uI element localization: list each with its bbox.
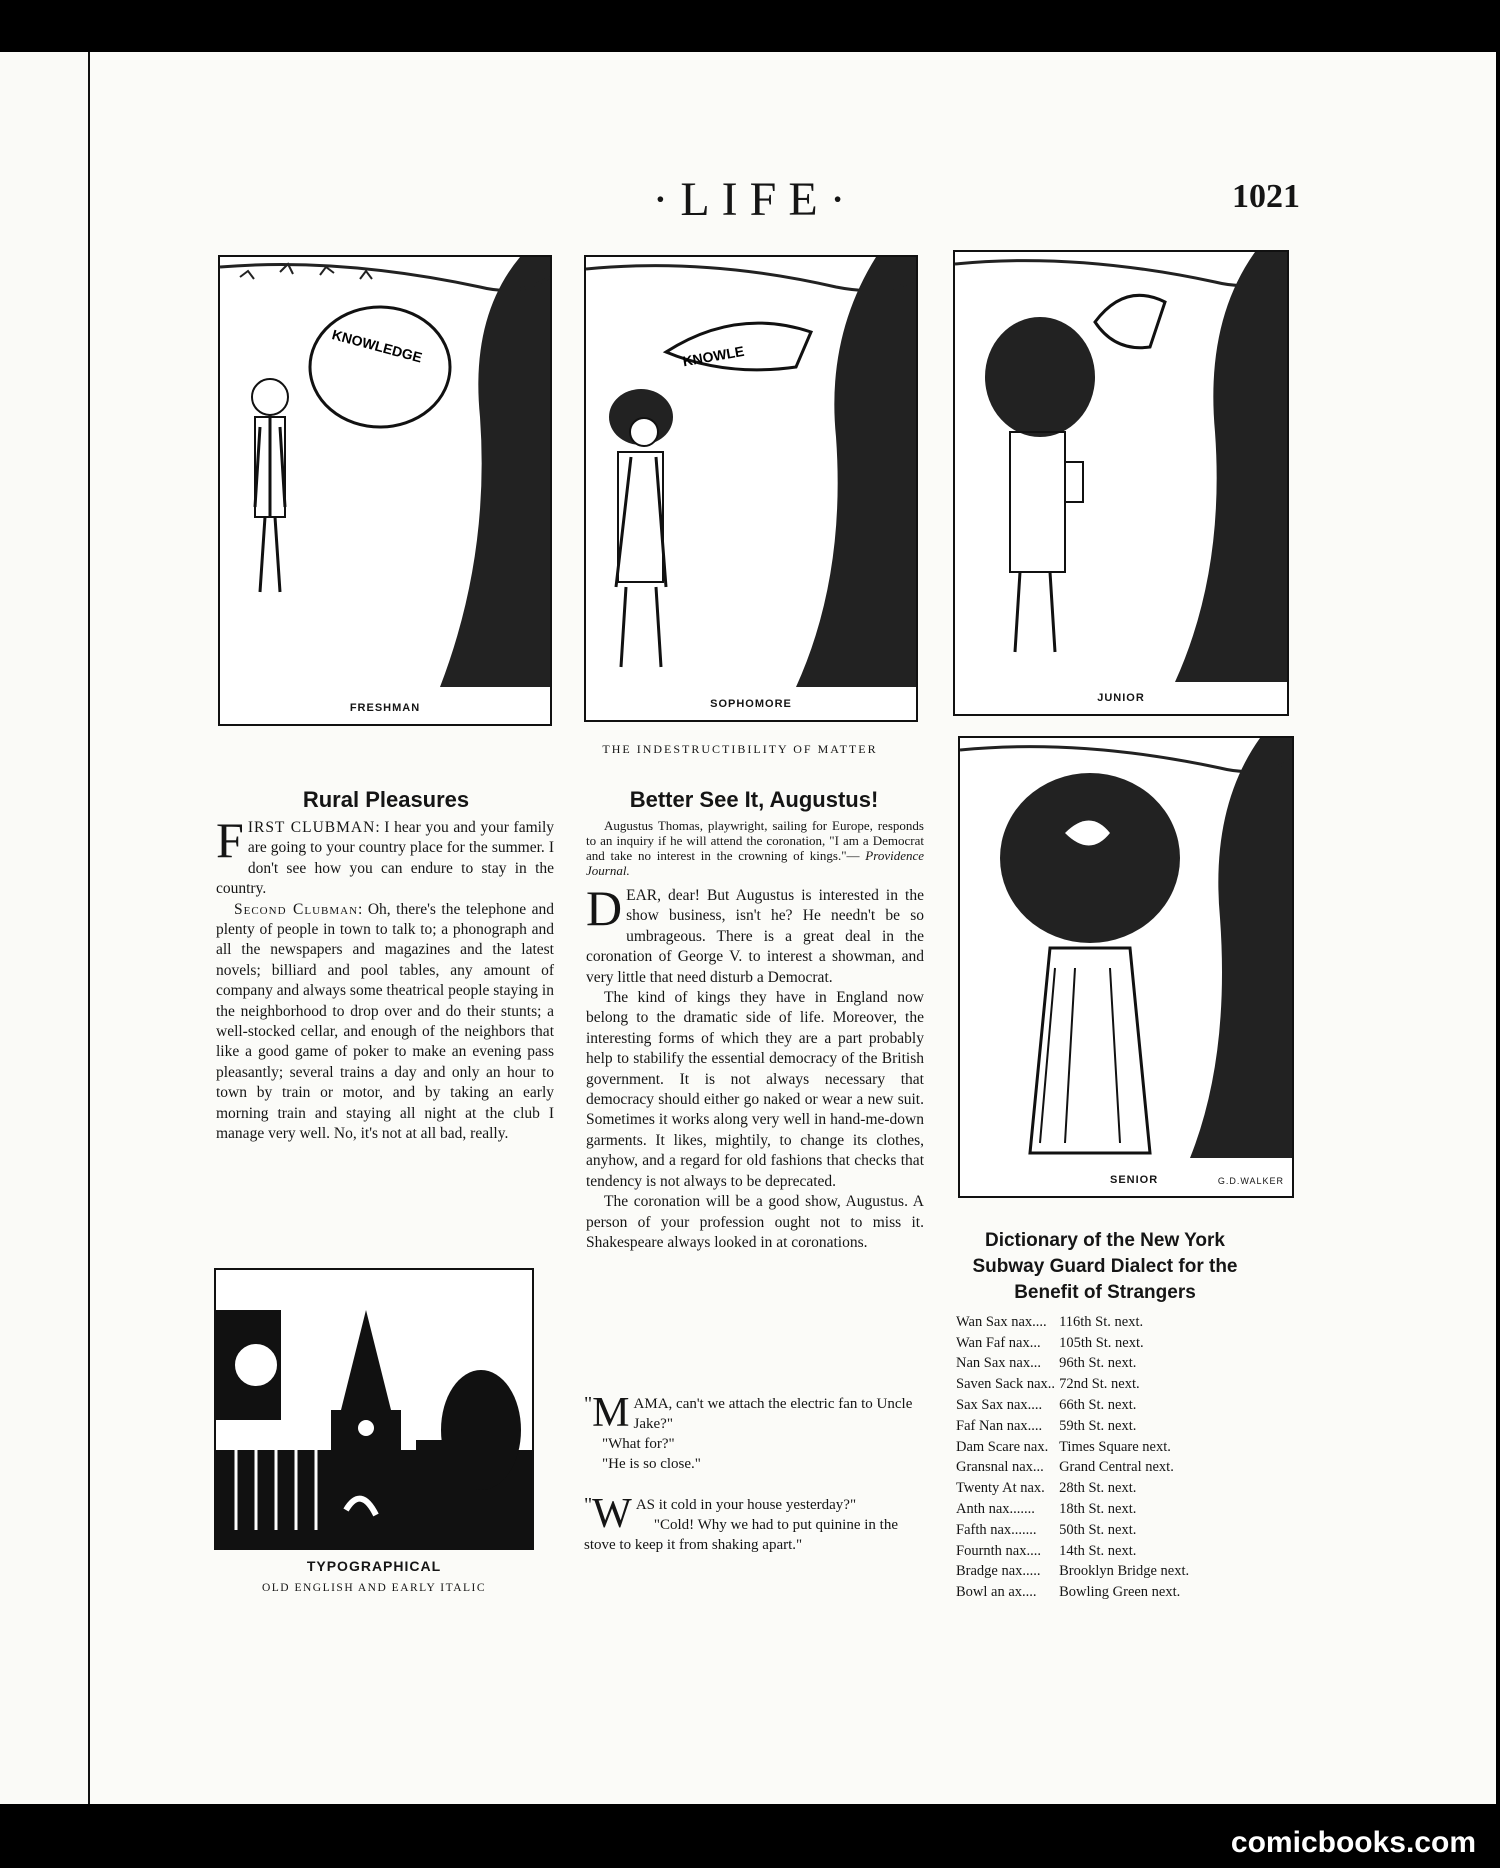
dictionary-row bbox=[956, 1499, 1189, 1520]
augustus-text: Augustus Thomas, playwright, sailing for Europe, responds to an inquiry if he will attend the coronation, "I am a Democrat and take no interest in the crowning of kings."— Providence Journal. DEAR, dear! But Augustus is interested in the show business, isn't he? He needn't be so umbrageous. There is a great deal in the coronation of George V. to interest a showman, and very little that need disturb a Democrat. The kind of kings they have in England now belong to the dramatic side of life. Moreover, the interesting forms of which they are a part probably help to stabilify the essential democracy of the British government. It is not always necessary that democracy should either go naked or wear a new suit. Sometimes it works along very well in hand-me-down garments. It likes, mightily, to change its clothes, anyhow, and a regard for old fashions that checks that tendency is not always to be deprecated. The coronation will be a good show, Augustus. A person of your profession ought not to miss it. Shakespeare always looked in at coronations. bbox=[586, 818, 925, 1251]
dictionary-term: Faf Nan nax.... bbox=[956, 1417, 1043, 1434]
bag-text-sophomore: KNOWLE bbox=[681, 342, 746, 370]
dictionary-meaning: Times Square next. bbox=[1059, 1438, 1171, 1455]
dictionary-meaning: 66th St. next. bbox=[1059, 1397, 1137, 1414]
dictionary-term: Twenty At nax. bbox=[956, 1480, 1045, 1497]
rural-pleasures-title: Rural Pleasures bbox=[302, 787, 470, 812]
dictionary-row bbox=[956, 1582, 1189, 1603]
junior-drawing bbox=[955, 252, 1287, 714]
joke-electric-fan: " M AMA, can't we attach the electric fan to Uncle Jake?" "What for?" "He is so close." bbox=[584, 1390, 913, 1472]
dictionary-meaning: 105th St. next. bbox=[1059, 1334, 1144, 1351]
cartoon-panel-freshman bbox=[218, 255, 552, 726]
sophomore-drawing bbox=[586, 257, 916, 720]
senior-drawing bbox=[960, 738, 1292, 1196]
dictionary-term: Saven Sack nax.. bbox=[956, 1376, 1056, 1393]
dictionary-meaning: Bowling Green next. bbox=[1059, 1584, 1181, 1601]
dictionary-term: Bradge nax..... bbox=[956, 1563, 1041, 1580]
joke-quinine: " W AS it cold in your house yesterday?" "Cold! Why we had to put quinine in the stove to keep it from shaking apart." bbox=[584, 1491, 898, 1553]
augustus-title: Better See It, Augustus! bbox=[629, 787, 879, 812]
dictionary-term: Fournth nax.... bbox=[956, 1542, 1041, 1559]
dictionary-meaning: 50th St. next. bbox=[1059, 1521, 1137, 1538]
dictionary-table bbox=[956, 1312, 1189, 1603]
dictionary-meaning: 116th St. next. bbox=[1059, 1313, 1144, 1330]
dictionary-row bbox=[956, 1541, 1189, 1562]
cartoon-panel-sophomore bbox=[584, 255, 918, 722]
dictionary-term: Nan Sax nax... bbox=[956, 1355, 1041, 1372]
dictionary-meaning: Brooklyn Bridge next. bbox=[1059, 1563, 1190, 1580]
page-number: 1021 bbox=[1232, 178, 1300, 215]
dictionary-row bbox=[956, 1416, 1189, 1437]
typographical-subtitle: OLD ENGLISH AND EARLY ITALIC bbox=[261, 1582, 487, 1594]
dictionary-meaning: 59th St. next. bbox=[1059, 1417, 1137, 1434]
dictionary-meaning: 28th St. next. bbox=[1059, 1480, 1137, 1497]
watermark: comicbooks.com bbox=[1230, 1826, 1476, 1859]
typographical-title: TYPOGRAPHICAL bbox=[306, 1558, 442, 1574]
rural-pleasures-text: FIRST CLUBMAN: I hear you and your family are going to your country place for the summer. I don't see how you can endure to stay in the country. Second Clubman: Oh, there's the telephone and plenty of people in town to talk to; a phonograph and all the newspapers and magazines and the latest novels; billiard and pool tables, any amount of company and always some theatrical people staying in the neighborhood to drop over and do their stunts; a well-stocked cellar, and enough of the neighbors that like a good game of poker to make an evening pass pleasantly; several trains a day and only an hour to town by train or motor, and by taking an early morning train and staying all night at the club I manage very well. No, it's not at all bad, really. bbox=[216, 812, 554, 1143]
cartoon-caption: THE INDESTRUCTIBILITY OF MATTER bbox=[602, 742, 878, 756]
dictionary-term: Dam Scare nax. bbox=[956, 1438, 1049, 1455]
facing-page-edge bbox=[0, 52, 92, 1804]
panel-label-sophomore: SOPHOMORE bbox=[710, 698, 792, 710]
panel-label-junior: JUNIOR bbox=[1097, 692, 1145, 704]
dictionary-row bbox=[956, 1437, 1189, 1458]
dictionary-term: Anth nax....... bbox=[956, 1501, 1035, 1518]
bag-text-freshman: KNOWLEDGE bbox=[330, 326, 424, 366]
dictionary-row bbox=[956, 1312, 1189, 1333]
panel-label-freshman: FRESHMAN bbox=[349, 702, 421, 714]
dictionary-term: Bowl an ax.... bbox=[956, 1584, 1037, 1601]
cartoon-panel-junior bbox=[953, 250, 1289, 716]
dictionary-term: Wan Faf nax... bbox=[956, 1334, 1041, 1351]
artist-signature: G.D.WALKER bbox=[1217, 1176, 1284, 1186]
dictionary-row bbox=[956, 1478, 1189, 1499]
dictionary-term: Fafth nax....... bbox=[956, 1521, 1037, 1538]
dictionary-meaning: 18th St. next. bbox=[1059, 1501, 1137, 1518]
dictionary-row bbox=[956, 1520, 1189, 1541]
dropcap-f: F bbox=[216, 812, 244, 868]
dictionary-meaning: Grand Central next. bbox=[1059, 1459, 1174, 1476]
cartoon-panel-senior bbox=[958, 736, 1294, 1198]
masthead: ·LIFE· bbox=[652, 173, 858, 226]
dictionary-meaning: 14th St. next. bbox=[1059, 1542, 1137, 1559]
quote-source: Providence Journal. bbox=[586, 848, 925, 878]
dictionary-meaning: 72nd St. next. bbox=[1059, 1376, 1140, 1393]
dictionary-row bbox=[956, 1395, 1189, 1416]
dictionary-row bbox=[956, 1354, 1189, 1375]
panel-label-senior: SENIOR bbox=[1110, 1174, 1159, 1186]
dictionary-row bbox=[956, 1374, 1189, 1395]
augustus-epigraph: Augustus Thomas, playwright, sailing for Europe, responds to an inquiry if he will attend the coronation, "I am a Democrat and take no interest in the crowning of kings."— Providence Journal. bbox=[586, 818, 925, 878]
freshman-drawing bbox=[220, 257, 550, 724]
dictionary-term: Wan Sax nax.... bbox=[956, 1313, 1047, 1330]
dictionary-title: Dictionary of the New York Subway Guard Dialect for the Benefit of Strangers bbox=[972, 1230, 1238, 1303]
dictionary-term: Sax Sax nax.... bbox=[956, 1397, 1043, 1414]
dictionary-row bbox=[956, 1562, 1189, 1583]
dictionary-term: Gransnal nax... bbox=[956, 1459, 1044, 1476]
dictionary-row bbox=[956, 1458, 1189, 1479]
dictionary-meaning: 96th St. next. bbox=[1059, 1355, 1137, 1372]
typographical-cartoon bbox=[214, 1268, 534, 1550]
dictionary-row bbox=[956, 1333, 1189, 1354]
typographical-drawing bbox=[216, 1270, 532, 1548]
dropcap-d: D bbox=[586, 880, 623, 936]
